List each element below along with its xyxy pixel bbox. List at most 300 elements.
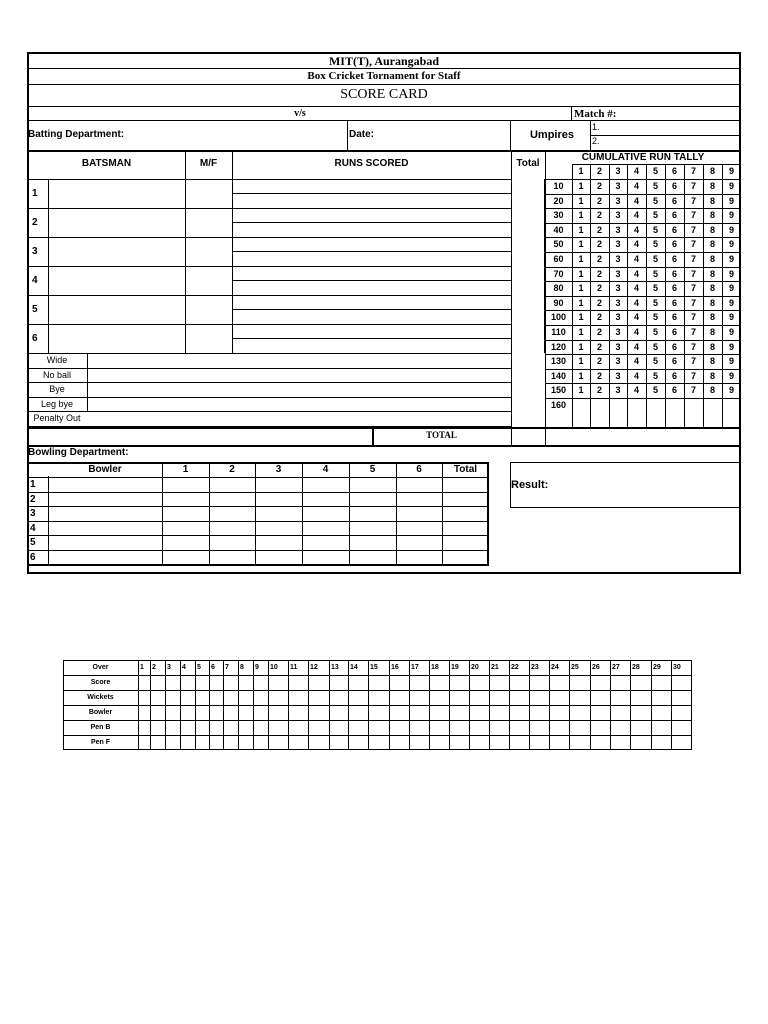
- over-entry-cell[interactable]: [530, 721, 548, 734]
- tally-digit-cell[interactable]: 4: [633, 254, 639, 264]
- tally-digit-cell[interactable]: 9: [728, 341, 734, 352]
- tally-digit-cell[interactable]: 4: [633, 195, 639, 206]
- tally-digit-cell[interactable]: 6: [671, 327, 677, 337]
- tally-digit-cell[interactable]: 2: [596, 385, 602, 396]
- tally-digit-cell[interactable]: 9: [728, 356, 734, 367]
- tally-digit-cell[interactable]: 7: [690, 181, 696, 191]
- tally-digit-cell[interactable]: 8: [709, 239, 715, 250]
- over-entry-cell[interactable]: [210, 721, 222, 734]
- over-entry-cell[interactable]: [390, 721, 408, 734]
- batsman-name-cell[interactable]: [49, 325, 184, 352]
- over-entry-cell[interactable]: [166, 721, 179, 734]
- tally-digit-cell[interactable]: 9: [728, 195, 734, 206]
- over-entry-cell[interactable]: [166, 676, 179, 689]
- umpire-2-field[interactable]: 2.: [592, 136, 600, 146]
- runs-scored-cell[interactable]: [233, 267, 510, 294]
- tally-digit-cell[interactable]: 9: [728, 370, 734, 381]
- tally-digit-cell[interactable]: 4: [633, 327, 639, 337]
- over-entry-cell[interactable]: [210, 691, 222, 704]
- over-entry-cell[interactable]: [611, 736, 629, 749]
- tally-digit-cell[interactable]: 4: [633, 297, 639, 308]
- batsman-name-cell[interactable]: [49, 238, 184, 265]
- tally-digit-cell[interactable]: 2: [596, 224, 602, 235]
- date-label[interactable]: Date:: [349, 129, 375, 140]
- tally-digit-cell[interactable]: 5: [652, 195, 658, 206]
- over-entry-cell[interactable]: [652, 736, 670, 749]
- over-entry-cell[interactable]: [611, 691, 629, 704]
- over-entry-cell[interactable]: [196, 706, 208, 719]
- over-entry-cell[interactable]: [430, 721, 448, 734]
- over-entry-cell[interactable]: [196, 721, 208, 734]
- tally-digit-cell[interactable]: 6: [671, 181, 677, 191]
- over-entry-cell[interactable]: [309, 691, 328, 704]
- over-entry-cell[interactable]: [550, 736, 568, 749]
- tally-digit-cell[interactable]: 6: [671, 370, 677, 381]
- over-entry-cell[interactable]: [611, 676, 629, 689]
- batsman-name-cell[interactable]: [49, 296, 184, 323]
- over-entry-cell[interactable]: [151, 706, 164, 719]
- over-entry-cell[interactable]: [224, 706, 237, 719]
- over-entry-cell[interactable]: [570, 676, 589, 689]
- over-entry-cell[interactable]: [224, 736, 237, 749]
- over-entry-cell[interactable]: [166, 691, 179, 704]
- runs-scored-cell[interactable]: [233, 209, 510, 236]
- over-entry-cell[interactable]: [450, 691, 468, 704]
- over-entry-cell[interactable]: [224, 676, 237, 689]
- over-entry-cell[interactable]: [289, 676, 307, 689]
- tally-digit-cell[interactable]: 9: [728, 224, 734, 235]
- over-entry-cell[interactable]: [631, 691, 650, 704]
- over-entry-cell[interactable]: [369, 721, 388, 734]
- runs-scored-cell[interactable]: [233, 180, 510, 207]
- tally-digit-cell[interactable]: 6: [671, 385, 677, 396]
- over-entry-cell[interactable]: [652, 721, 670, 734]
- tally-digit-cell[interactable]: 1: [578, 283, 584, 294]
- over-entry-cell[interactable]: [390, 676, 408, 689]
- over-entry-cell[interactable]: [239, 736, 252, 749]
- over-entry-cell[interactable]: [570, 721, 589, 734]
- tally-digit-cell[interactable]: 4: [633, 224, 639, 235]
- tally-digit-cell[interactable]: 2: [596, 341, 602, 352]
- over-entry-cell[interactable]: [166, 706, 179, 719]
- tally-digit-cell[interactable]: 7: [690, 385, 696, 396]
- tally-digit-cell[interactable]: 2: [596, 297, 602, 308]
- tally-digit-cell[interactable]: 3: [615, 224, 621, 235]
- over-entry-cell[interactable]: [269, 706, 287, 719]
- tally-digit-cell[interactable]: 9: [728, 327, 734, 337]
- tally-digit-cell[interactable]: 8: [709, 356, 715, 367]
- batsman-name-cell[interactable]: [49, 180, 184, 207]
- tally-digit-cell[interactable]: 2: [596, 181, 602, 191]
- tally-digit-cell[interactable]: 6: [671, 239, 677, 250]
- tally-digit-cell[interactable]: 8: [709, 283, 715, 294]
- over-entry-cell[interactable]: [591, 691, 609, 704]
- tally-digit-cell[interactable]: 8: [709, 181, 715, 191]
- over-entry-cell[interactable]: [490, 736, 508, 749]
- over-entry-cell[interactable]: [470, 691, 488, 704]
- tally-digit-cell[interactable]: 4: [633, 312, 639, 323]
- tally-digit-cell[interactable]: 5: [652, 210, 658, 221]
- over-entry-cell[interactable]: [390, 691, 408, 704]
- bowler-name-cell[interactable]: [49, 551, 161, 563]
- over-entry-cell[interactable]: [550, 721, 568, 734]
- tally-digit-cell[interactable]: 6: [671, 312, 677, 323]
- over-entry-cell[interactable]: [631, 676, 650, 689]
- bowler-name-cell[interactable]: [49, 522, 161, 534]
- over-entry-cell[interactable]: [254, 676, 267, 689]
- tally-digit-cell[interactable]: 9: [728, 385, 734, 396]
- tally-digit-cell[interactable]: 2: [596, 210, 602, 221]
- tally-digit-cell[interactable]: 1: [578, 210, 584, 221]
- tally-digit-cell[interactable]: 7: [690, 283, 696, 294]
- tally-digit-cell[interactable]: 9: [728, 239, 734, 250]
- tally-digit-cell[interactable]: 7: [690, 327, 696, 337]
- over-entry-cell[interactable]: [652, 691, 670, 704]
- over-entry-cell[interactable]: [430, 706, 448, 719]
- tally-digit-cell[interactable]: 1: [578, 327, 584, 337]
- tally-digit-cell[interactable]: 3: [615, 268, 621, 279]
- over-entry-cell[interactable]: [196, 676, 208, 689]
- over-entry-cell[interactable]: [349, 676, 367, 689]
- tally-digit-cell[interactable]: 8: [709, 268, 715, 279]
- tally-digit-cell[interactable]: 9: [728, 181, 734, 191]
- tally-digit-cell[interactable]: 7: [690, 224, 696, 235]
- batting-department-label[interactable]: Batting Department:: [28, 129, 125, 140]
- over-entry-cell[interactable]: [430, 691, 448, 704]
- over-entry-cell[interactable]: [181, 706, 194, 719]
- over-entry-cell[interactable]: [390, 736, 408, 749]
- over-entry-cell[interactable]: [510, 676, 528, 689]
- over-entry-cell[interactable]: [369, 691, 388, 704]
- tally-digit-cell[interactable]: 5: [652, 327, 658, 337]
- over-entry-cell[interactable]: [631, 736, 650, 749]
- over-entry-cell[interactable]: [410, 706, 428, 719]
- bowler-name-cell[interactable]: [49, 536, 161, 548]
- tally-digit-cell[interactable]: 2: [596, 327, 602, 337]
- tally-digit-cell[interactable]: 4: [633, 385, 639, 396]
- over-entry-cell[interactable]: [139, 721, 149, 734]
- over-entry-cell[interactable]: [450, 676, 468, 689]
- over-entry-cell[interactable]: [652, 676, 670, 689]
- over-entry-cell[interactable]: [369, 676, 388, 689]
- tally-digit-cell[interactable]: 4: [633, 370, 639, 381]
- tally-digit-cell[interactable]: 1: [578, 239, 584, 250]
- over-entry-cell[interactable]: [510, 691, 528, 704]
- tally-digit-cell[interactable]: 3: [615, 254, 621, 264]
- tally-digit-cell[interactable]: 8: [709, 195, 715, 206]
- over-entry-cell[interactable]: [181, 676, 194, 689]
- over-entry-cell[interactable]: [269, 736, 287, 749]
- tally-digit-cell[interactable]: 5: [652, 297, 658, 308]
- over-entry-cell[interactable]: [139, 736, 149, 749]
- over-entry-cell[interactable]: [349, 691, 367, 704]
- tally-digit-cell[interactable]: 9: [728, 268, 734, 279]
- over-entry-cell[interactable]: [239, 706, 252, 719]
- over-entry-cell[interactable]: [611, 721, 629, 734]
- tally-digit-cell[interactable]: 7: [690, 210, 696, 221]
- over-entry-cell[interactable]: [450, 721, 468, 734]
- tally-digit-cell[interactable]: 5: [652, 224, 658, 235]
- tally-digit-cell[interactable]: 2: [596, 356, 602, 367]
- over-entry-cell[interactable]: [672, 706, 691, 719]
- over-entry-cell[interactable]: [410, 691, 428, 704]
- tally-digit-cell[interactable]: 7: [690, 239, 696, 250]
- tally-digit-cell[interactable]: 6: [671, 224, 677, 235]
- tally-digit-cell[interactable]: 5: [652, 268, 658, 279]
- over-entry-cell[interactable]: [550, 691, 568, 704]
- over-entry-cell[interactable]: [652, 706, 670, 719]
- over-entry-cell[interactable]: [139, 691, 149, 704]
- over-entry-cell[interactable]: [289, 706, 307, 719]
- over-entry-cell[interactable]: [309, 676, 328, 689]
- tally-digit-cell[interactable]: 7: [690, 370, 696, 381]
- over-entry-cell[interactable]: [430, 736, 448, 749]
- bowler-name-cell[interactable]: [49, 478, 161, 490]
- tally-digit-cell[interactable]: 3: [615, 327, 621, 337]
- over-entry-cell[interactable]: [570, 706, 589, 719]
- over-entry-cell[interactable]: [410, 721, 428, 734]
- tally-digit-cell[interactable]: 6: [671, 195, 677, 206]
- over-entry-cell[interactable]: [611, 706, 629, 719]
- tally-digit-cell[interactable]: 8: [709, 297, 715, 308]
- over-entry-cell[interactable]: [239, 676, 252, 689]
- over-entry-cell[interactable]: [330, 736, 347, 749]
- over-entry-cell[interactable]: [330, 721, 347, 734]
- tally-digit-cell[interactable]: 3: [615, 181, 621, 191]
- tally-digit-cell[interactable]: 7: [690, 312, 696, 323]
- over-entry-cell[interactable]: [510, 736, 528, 749]
- over-entry-cell[interactable]: [151, 721, 164, 734]
- tally-digit-cell[interactable]: 7: [690, 341, 696, 352]
- tally-digit-cell[interactable]: 7: [690, 356, 696, 367]
- over-entry-cell[interactable]: [289, 721, 307, 734]
- over-entry-cell[interactable]: [672, 676, 691, 689]
- over-entry-cell[interactable]: [369, 706, 388, 719]
- over-entry-cell[interactable]: [309, 706, 328, 719]
- tally-digit-cell[interactable]: 5: [652, 385, 658, 396]
- over-entry-cell[interactable]: [330, 706, 347, 719]
- over-entry-cell[interactable]: [470, 676, 488, 689]
- tally-digit-cell[interactable]: 4: [633, 268, 639, 279]
- over-entry-cell[interactable]: [151, 736, 164, 749]
- over-entry-cell[interactable]: [530, 691, 548, 704]
- tally-digit-cell[interactable]: 1: [578, 268, 584, 279]
- over-entry-cell[interactable]: [570, 691, 589, 704]
- over-entry-cell[interactable]: [309, 736, 328, 749]
- over-entry-cell[interactable]: [239, 691, 252, 704]
- over-entry-cell[interactable]: [631, 706, 650, 719]
- tally-digit-cell[interactable]: 3: [615, 370, 621, 381]
- tally-digit-cell[interactable]: 1: [578, 224, 584, 235]
- over-entry-cell[interactable]: [254, 706, 267, 719]
- over-entry-cell[interactable]: [470, 721, 488, 734]
- over-entry-cell[interactable]: [550, 676, 568, 689]
- tally-digit-cell[interactable]: 1: [578, 385, 584, 396]
- batsman-total-box[interactable]: [511, 179, 545, 353]
- tally-digit-cell[interactable]: 9: [728, 254, 734, 264]
- over-entry-cell[interactable]: [289, 736, 307, 749]
- over-entry-cell[interactable]: [196, 736, 208, 749]
- tally-digit-cell[interactable]: 9: [728, 312, 734, 323]
- over-entry-cell[interactable]: [309, 721, 328, 734]
- tally-digit-cell[interactable]: 4: [633, 283, 639, 294]
- over-entry-cell[interactable]: [239, 721, 252, 734]
- over-entry-cell[interactable]: [349, 736, 367, 749]
- tally-digit-cell[interactable]: 4: [633, 210, 639, 221]
- tally-digit-cell[interactable]: 3: [615, 341, 621, 352]
- over-entry-cell[interactable]: [672, 691, 691, 704]
- over-entry-cell[interactable]: [224, 721, 237, 734]
- over-entry-cell[interactable]: [254, 736, 267, 749]
- tally-digit-cell[interactable]: 8: [709, 224, 715, 235]
- tally-digit-cell[interactable]: 1: [578, 254, 584, 264]
- over-entry-cell[interactable]: [330, 676, 347, 689]
- tally-digit-cell[interactable]: 3: [615, 385, 621, 396]
- over-entry-cell[interactable]: [139, 676, 149, 689]
- tally-digit-cell[interactable]: 6: [671, 297, 677, 308]
- over-entry-cell[interactable]: [591, 736, 609, 749]
- over-entry-cell[interactable]: [470, 736, 488, 749]
- tally-digit-cell[interactable]: 6: [671, 356, 677, 367]
- tally-digit-cell[interactable]: 2: [596, 268, 602, 279]
- over-entry-cell[interactable]: [269, 691, 287, 704]
- tally-digit-cell[interactable]: 1: [578, 181, 584, 191]
- over-entry-cell[interactable]: [410, 736, 428, 749]
- over-entry-cell[interactable]: [672, 736, 691, 749]
- over-entry-cell[interactable]: [490, 706, 508, 719]
- tally-digit-cell[interactable]: 4: [633, 356, 639, 367]
- tally-digit-cell[interactable]: 3: [615, 356, 621, 367]
- over-entry-cell[interactable]: [470, 706, 488, 719]
- tally-digit-cell[interactable]: 5: [652, 356, 658, 367]
- tally-digit-cell[interactable]: 9: [728, 210, 734, 221]
- match-number-label[interactable]: Match #:: [574, 108, 617, 120]
- over-entry-cell[interactable]: [369, 736, 388, 749]
- over-entry-cell[interactable]: [330, 691, 347, 704]
- over-entry-cell[interactable]: [151, 691, 164, 704]
- runs-scored-cell[interactable]: [233, 238, 510, 265]
- tally-digit-cell[interactable]: 5: [652, 370, 658, 381]
- over-entry-cell[interactable]: [390, 706, 408, 719]
- over-entry-cell[interactable]: [490, 721, 508, 734]
- over-entry-cell[interactable]: [530, 736, 548, 749]
- over-entry-cell[interactable]: [591, 676, 609, 689]
- over-entry-cell[interactable]: [510, 721, 528, 734]
- tally-digit-cell[interactable]: 6: [671, 254, 677, 264]
- tally-digit-cell[interactable]: 7: [690, 297, 696, 308]
- tally-digit-cell[interactable]: 4: [633, 181, 639, 191]
- over-entry-cell[interactable]: [410, 676, 428, 689]
- over-entry-cell[interactable]: [591, 706, 609, 719]
- over-entry-cell[interactable]: [530, 676, 548, 689]
- tally-digit-cell[interactable]: 1: [578, 297, 584, 308]
- bowler-name-cell[interactable]: [49, 507, 161, 519]
- tally-digit-cell[interactable]: 8: [709, 327, 715, 337]
- tally-digit-cell[interactable]: 3: [615, 283, 621, 294]
- tally-digit-cell[interactable]: 5: [652, 312, 658, 323]
- tally-digit-cell[interactable]: 7: [690, 195, 696, 206]
- tally-digit-cell[interactable]: 5: [652, 181, 658, 191]
- tally-digit-cell[interactable]: 4: [633, 341, 639, 352]
- tally-digit-cell[interactable]: 8: [709, 370, 715, 381]
- tally-digit-cell[interactable]: 8: [709, 210, 715, 221]
- over-entry-cell[interactable]: [210, 736, 222, 749]
- tally-digit-cell[interactable]: 4: [633, 239, 639, 250]
- over-entry-cell[interactable]: [510, 706, 528, 719]
- tally-digit-cell[interactable]: 1: [578, 312, 584, 323]
- over-entry-cell[interactable]: [181, 691, 194, 704]
- tally-digit-cell[interactable]: 8: [709, 385, 715, 396]
- tally-digit-cell[interactable]: 1: [578, 195, 584, 206]
- over-entry-cell[interactable]: [181, 721, 194, 734]
- tally-digit-cell[interactable]: 1: [578, 356, 584, 367]
- over-entry-cell[interactable]: [430, 676, 448, 689]
- runs-scored-cell[interactable]: [233, 296, 510, 323]
- over-entry-cell[interactable]: [349, 706, 367, 719]
- tally-digit-cell[interactable]: 6: [671, 210, 677, 221]
- tally-digit-cell[interactable]: 3: [615, 239, 621, 250]
- over-entry-cell[interactable]: [672, 721, 691, 734]
- over-entry-cell[interactable]: [210, 706, 222, 719]
- over-entry-cell[interactable]: [254, 721, 267, 734]
- tally-digit-cell[interactable]: 6: [671, 341, 677, 352]
- tally-digit-cell[interactable]: 2: [596, 254, 602, 264]
- tally-digit-cell[interactable]: 5: [652, 283, 658, 294]
- tally-digit-cell[interactable]: 8: [709, 341, 715, 352]
- over-entry-cell[interactable]: [490, 676, 508, 689]
- over-entry-cell[interactable]: [210, 676, 222, 689]
- tally-digit-cell[interactable]: 1: [578, 341, 584, 352]
- tally-digit-cell[interactable]: 7: [690, 254, 696, 264]
- over-entry-cell[interactable]: [530, 706, 548, 719]
- over-entry-cell[interactable]: [269, 721, 287, 734]
- over-entry-cell[interactable]: [450, 736, 468, 749]
- over-entry-cell[interactable]: [570, 736, 589, 749]
- over-entry-cell[interactable]: [166, 736, 179, 749]
- tally-digit-cell[interactable]: 7: [690, 268, 696, 279]
- tally-digit-cell[interactable]: 5: [652, 239, 658, 250]
- tally-digit-cell[interactable]: 2: [596, 370, 602, 381]
- tally-digit-cell[interactable]: 8: [709, 254, 715, 264]
- tally-digit-cell[interactable]: 8: [709, 312, 715, 323]
- tally-digit-cell[interactable]: 9: [728, 297, 734, 308]
- over-entry-cell[interactable]: [349, 721, 367, 734]
- tally-digit-cell[interactable]: 6: [671, 268, 677, 279]
- over-entry-cell[interactable]: [269, 676, 287, 689]
- over-entry-cell[interactable]: [289, 691, 307, 704]
- tally-digit-cell[interactable]: 1: [578, 370, 584, 381]
- over-entry-cell[interactable]: [181, 736, 194, 749]
- over-entry-cell[interactable]: [151, 676, 164, 689]
- batsman-name-cell[interactable]: [49, 209, 184, 236]
- umpire-1-field[interactable]: 1.: [592, 122, 600, 132]
- tally-digit-cell[interactable]: 3: [615, 297, 621, 308]
- over-entry-cell[interactable]: [254, 691, 267, 704]
- over-entry-cell[interactable]: [139, 706, 149, 719]
- over-entry-cell[interactable]: [490, 691, 508, 704]
- over-entry-cell[interactable]: [450, 706, 468, 719]
- over-entry-cell[interactable]: [224, 691, 237, 704]
- over-entry-cell[interactable]: [631, 721, 650, 734]
- over-entry-cell[interactable]: [196, 691, 208, 704]
- over-entry-cell[interactable]: [591, 721, 609, 734]
- tally-digit-cell[interactable]: 2: [596, 283, 602, 294]
- tally-digit-cell[interactable]: 2: [596, 239, 602, 250]
- runs-scored-cell[interactable]: [233, 325, 510, 352]
- tally-digit-cell[interactable]: 5: [652, 341, 658, 352]
- tally-digit-cell[interactable]: 2: [596, 312, 602, 323]
- tally-digit-cell[interactable]: 3: [615, 210, 621, 221]
